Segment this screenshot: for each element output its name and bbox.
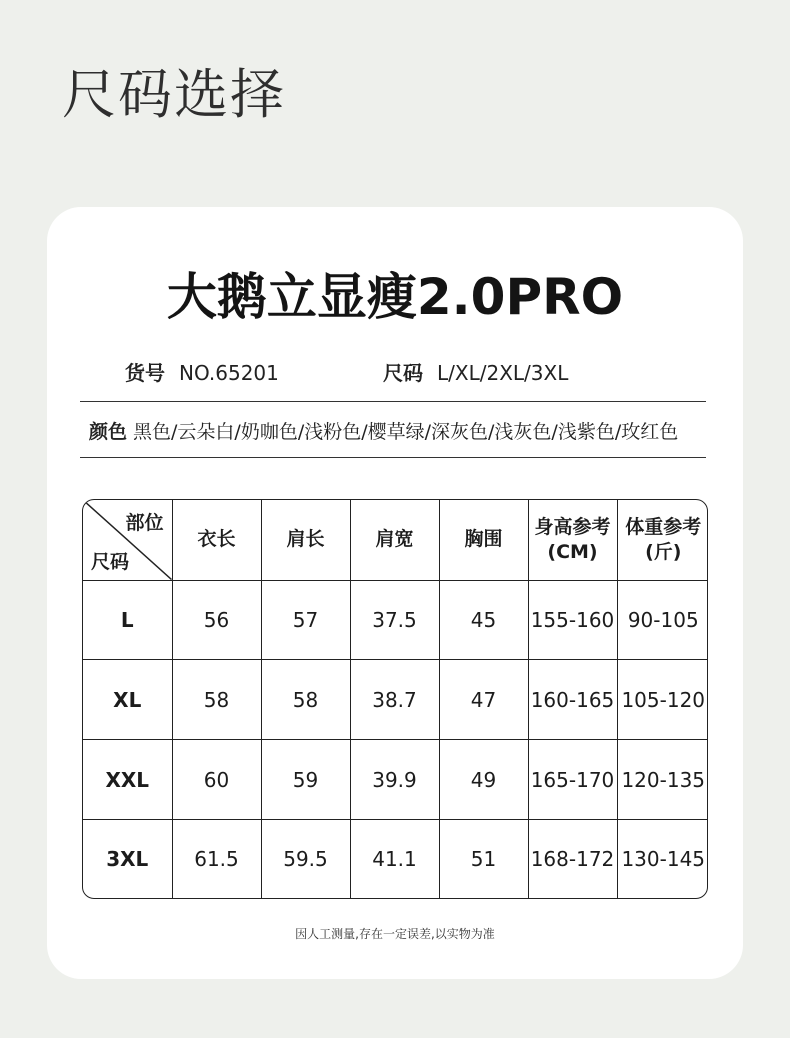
value-cell: 165-170 — [528, 740, 617, 820]
value-cell: 58 — [172, 660, 261, 740]
size-range-label: 尺码 — [383, 361, 423, 385]
size-card — [47, 207, 743, 979]
value-cell: 51 — [439, 820, 528, 898]
table-row — [83, 580, 708, 660]
size-cell: XL — [83, 660, 172, 740]
table-row — [83, 660, 708, 740]
size-table — [82, 499, 708, 899]
table-header-row — [83, 500, 708, 580]
value-cell: 61.5 — [172, 820, 261, 898]
header-cell: 衣长 — [172, 500, 261, 580]
value-cell: 45 — [439, 580, 528, 660]
value-cell: 49 — [439, 740, 528, 820]
value-cell: 38.7 — [350, 660, 439, 740]
value-cell: 105-120 — [617, 660, 708, 740]
size-cell: XXL — [83, 740, 172, 820]
value-cell: 155-160 — [528, 580, 617, 660]
value-cell: 168-172 — [528, 820, 617, 898]
table-row — [83, 820, 708, 898]
size-range — [383, 357, 568, 386]
footnote: 因人工测量,存在一定误差,以实物为准 — [295, 927, 495, 941]
size-cell: 3XL — [83, 820, 172, 898]
item-number-value: NO.65201 — [179, 361, 279, 385]
header-cell: 肩宽 — [350, 500, 439, 580]
value-cell: 37.5 — [350, 580, 439, 660]
item-number — [125, 357, 279, 386]
header-cell: 体重参考 (斤) — [617, 500, 708, 580]
value-cell: 59 — [261, 740, 350, 820]
value-cell: 57 — [261, 580, 350, 660]
color-label: 颜色 — [89, 421, 128, 443]
value-cell: 39.9 — [350, 740, 439, 820]
divider-bottom — [80, 457, 706, 458]
item-number-label: 货号 — [125, 361, 165, 385]
value-cell: 60 — [172, 740, 261, 820]
corner-top-label: 部位 — [125, 512, 164, 534]
value-cell: 160-165 — [528, 660, 617, 740]
divider-top — [80, 401, 706, 402]
header-cell: 胸围 — [439, 500, 528, 580]
value-cell: 58 — [261, 660, 350, 740]
value-cell: 56 — [172, 580, 261, 660]
page-heading: 尺码选择 — [62, 63, 286, 126]
value-cell: 59.5 — [261, 820, 350, 898]
color-values: 黑色/云朵白/奶咖色/浅粉色/樱草绿/深灰色/浅灰色/浅紫色/玫红色 — [133, 421, 679, 443]
corner-bottom-label: 尺码 — [91, 550, 130, 573]
product-title: 大鹅立显瘦2.0PRO — [166, 268, 624, 326]
corner-cell — [83, 500, 172, 580]
size-cell: L — [83, 580, 172, 660]
header-cell: 身高参考 (CM) — [528, 500, 617, 580]
value-cell: 47 — [439, 660, 528, 740]
value-cell: 130-145 — [621, 847, 706, 872]
value-cell: 90-105 — [617, 580, 708, 660]
color-row — [89, 417, 678, 444]
header-cell: 肩长 — [261, 500, 350, 580]
value-cell: 41.1 — [350, 820, 439, 898]
table-row — [83, 740, 708, 820]
size-range-value: L/XL/2XL/3XL — [437, 361, 569, 385]
value-cell: 120-135 — [617, 740, 708, 820]
